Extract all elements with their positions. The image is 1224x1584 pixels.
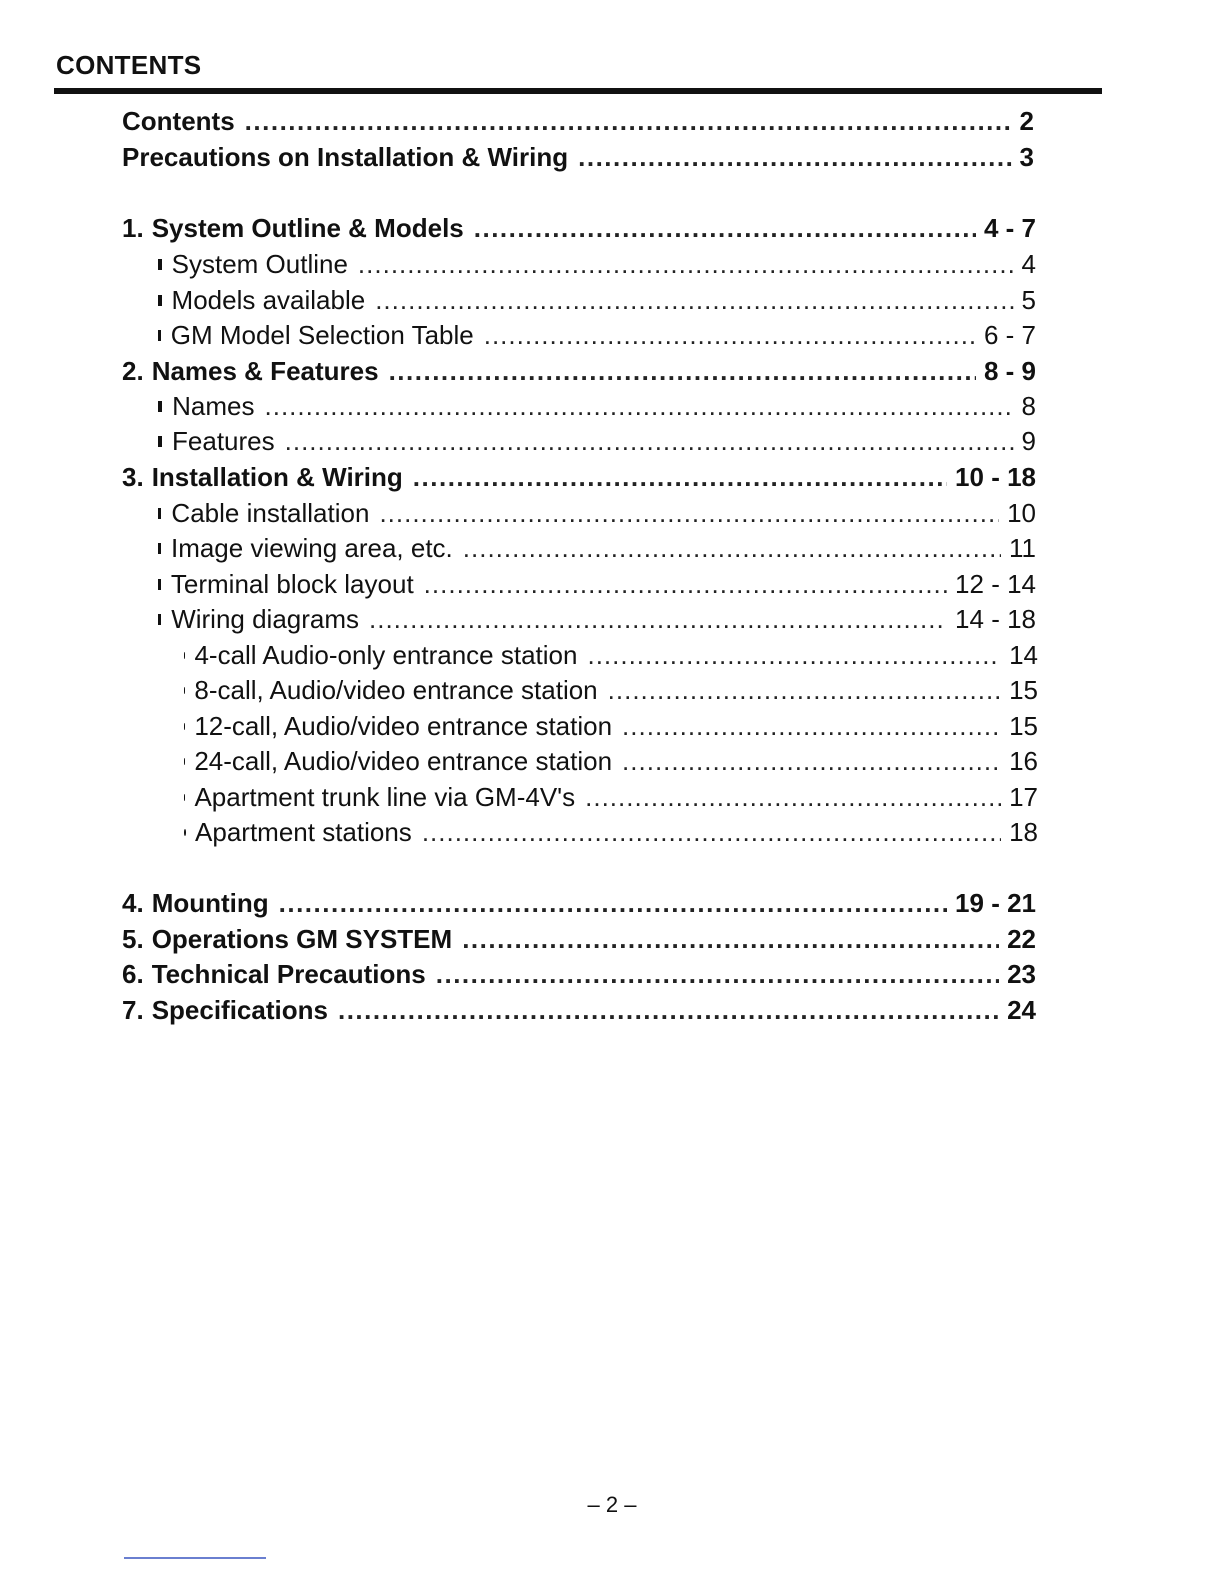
toc-entry[interactable]: [158, 567, 1036, 601]
dot-leader: [436, 957, 999, 991]
dot-leader: [389, 354, 976, 388]
toc-entry-number: 2.: [122, 356, 144, 386]
dot-leader: [424, 567, 947, 601]
page-title: CONTENTS: [56, 50, 202, 80]
toc-entry[interactable]: [184, 638, 1038, 672]
toc-entry[interactable]: [184, 673, 1038, 707]
toc-entry-page: 23: [1007, 959, 1036, 989]
toc-entry-title: Technical Precautions: [151, 959, 426, 989]
toc-entry-title: 8-call, Audio/video entrance station: [194, 675, 598, 705]
toc-entry-title: System Outline & Models: [151, 213, 464, 243]
toc-entry-title: 4-call Audio-only entrance station: [194, 640, 578, 670]
dot-leader: [245, 104, 1012, 138]
square-bullet-icon: [158, 543, 161, 554]
toc-entry-page: 11: [1009, 533, 1036, 563]
square-bullet-icon: [158, 579, 161, 590]
toc-entry[interactable]: [184, 780, 1038, 814]
toc-entry-title: Image viewing area, etc.: [170, 533, 453, 563]
dot-bullet-icon: [184, 687, 185, 694]
toc-entry-title: Apartment stations: [195, 817, 412, 847]
toc-entry-page: 17: [1009, 782, 1038, 812]
toc-entry-title: Cable installation: [171, 498, 370, 528]
toc-entry[interactable]: [122, 922, 1036, 956]
dot-leader: [578, 140, 1011, 174]
toc-entry[interactable]: [122, 104, 1034, 138]
toc-entry-page: 22: [1007, 924, 1036, 954]
dot-leader: [279, 886, 947, 920]
dot-leader: [463, 531, 1001, 565]
toc-entry-title: Specifications: [151, 995, 328, 1025]
toc-entry-page: 8: [1021, 391, 1036, 421]
square-bullet-icon: [158, 401, 162, 412]
toc-entry-page: 3: [1019, 142, 1034, 172]
dot-leader: [484, 318, 976, 352]
toc-entry[interactable]: [158, 389, 1036, 423]
dot-leader: [608, 673, 1001, 707]
toc-entry[interactable]: [122, 211, 1036, 245]
dot-leader: [622, 744, 1001, 778]
dot-leader: [422, 815, 1001, 849]
toc-entry[interactable]: [158, 318, 1036, 352]
dot-bullet-icon: [184, 829, 186, 836]
dot-leader: [369, 602, 947, 636]
dot-leader: [375, 283, 1013, 317]
toc-entry-page: 9: [1021, 426, 1036, 456]
page-number: – 2 –: [587, 1492, 637, 1517]
dot-leader: [379, 496, 999, 530]
dot-bullet-icon: [184, 723, 185, 730]
toc-entry-page: 5: [1021, 285, 1036, 315]
toc-entry-title: Features: [172, 426, 275, 456]
toc-entry-title: Wiring diagrams: [171, 604, 360, 634]
toc-entry-page: 15: [1009, 711, 1038, 741]
toc-entry-page: 14 - 18: [955, 604, 1036, 634]
toc-entry[interactable]: [158, 283, 1036, 317]
dot-leader: [265, 389, 1014, 423]
toc-entry[interactable]: [122, 886, 1036, 920]
dot-leader: [587, 638, 1001, 672]
toc-entry-title: 24-call, Audio/video entrance station: [194, 746, 613, 776]
toc-entry-number: 4.: [122, 888, 144, 918]
toc-entry-page: 4 - 7: [983, 213, 1036, 243]
toc-entry-title: System Outline: [171, 249, 348, 279]
dot-leader: [622, 709, 1001, 743]
dot-leader: [285, 424, 1014, 458]
dot-leader: [474, 211, 976, 245]
toc-entry-title: Mounting: [151, 888, 269, 918]
toc-entry-title: Installation & Wiring: [151, 462, 403, 492]
toc-entry[interactable]: [158, 531, 1036, 565]
square-bullet-icon: [158, 295, 162, 306]
toc-entry-page: 10 - 18: [955, 462, 1036, 492]
dot-leader: [585, 780, 1001, 814]
toc-entry[interactable]: [184, 744, 1038, 778]
toc-entry-page: 19 - 21: [955, 888, 1036, 918]
heading-divider: [54, 88, 1102, 94]
toc-entry-title: Terminal block layout: [170, 569, 414, 599]
toc-entry[interactable]: [158, 496, 1036, 530]
toc-entry-title: Precautions on Installation & Wiring: [122, 142, 569, 172]
toc-entry-page: 10: [1007, 498, 1036, 528]
toc-entry-page: 6 - 7: [983, 320, 1036, 350]
toc-entry-page: 2: [1019, 106, 1034, 136]
toc-entry-page: 18: [1009, 817, 1038, 847]
toc-entry-page: 12 - 14: [955, 569, 1036, 599]
dot-bullet-icon: [184, 652, 185, 659]
dot-leader: [338, 993, 999, 1027]
toc-entry-title: Contents: [122, 106, 235, 136]
toc-entry-title: Apartment trunk line via GM-4V's: [194, 782, 576, 812]
dot-leader: [358, 247, 1014, 281]
toc-entry-page: 24: [1007, 995, 1036, 1025]
toc-entry[interactable]: [158, 602, 1036, 636]
toc-entry-number: 1.: [122, 213, 144, 243]
toc-entry-page: 15: [1009, 675, 1038, 705]
toc-entry-number: 7.: [122, 995, 144, 1025]
toc-entry-page: 4: [1021, 249, 1036, 279]
toc-entry-title: Operations GM SYSTEM: [151, 924, 453, 954]
toc-entry[interactable]: [184, 709, 1038, 743]
square-bullet-icon: [158, 436, 162, 447]
dot-bullet-icon: [184, 794, 185, 801]
square-bullet-icon: [158, 508, 161, 519]
toc-entry-title: Models available: [171, 285, 366, 315]
toc-entry-title: GM Model Selection Table: [170, 320, 474, 350]
toc-entry[interactable]: [122, 354, 1036, 388]
square-bullet-icon: [158, 259, 162, 270]
toc-entry-title: Names: [172, 391, 255, 421]
toc-entry-number: 3.: [122, 462, 144, 492]
square-bullet-icon: [158, 614, 161, 625]
toc-entry-page: 14: [1009, 640, 1038, 670]
toc-entry-number: 5.: [122, 924, 144, 954]
toc-entry[interactable]: [184, 815, 1038, 849]
toc-entry[interactable]: [122, 140, 1034, 174]
toc-entry[interactable]: [122, 993, 1036, 1027]
toc-entry-title: Names & Features: [151, 356, 379, 386]
toc-entry-page: 8 - 9: [983, 356, 1036, 386]
toc-entry-number: 6.: [122, 959, 144, 989]
toc-entry[interactable]: [158, 247, 1036, 281]
toc-entry[interactable]: [122, 957, 1036, 991]
toc-entry[interactable]: [122, 460, 1036, 494]
dot-leader: [462, 922, 999, 956]
footer-divider: [124, 1557, 266, 1559]
dot-bullet-icon: [184, 758, 185, 765]
dot-leader: [413, 460, 947, 494]
toc-entry-title: 12-call, Audio/video entrance station: [194, 711, 613, 741]
toc-entry-page: 16: [1009, 746, 1038, 776]
toc-entry[interactable]: [158, 424, 1036, 458]
square-bullet-icon: [158, 330, 161, 341]
